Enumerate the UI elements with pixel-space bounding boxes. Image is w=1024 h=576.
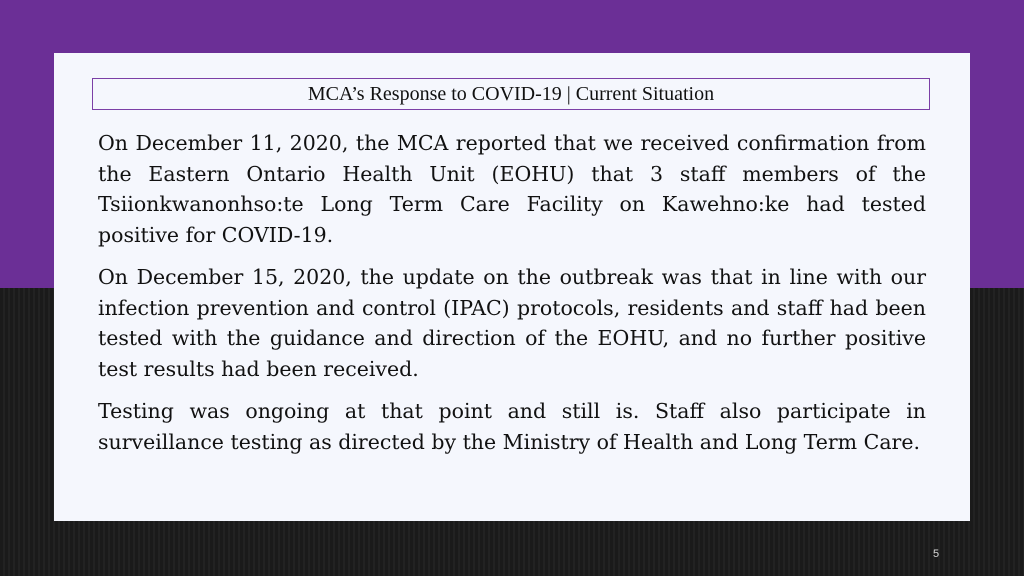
paragraph-2: On December 15, 2020, the update on the outbreak was that in line with our infection prevention and control (IPAC) protocols, residents and staff had been tested with the guidance and direction of the EOHU, and no further positive test results had been received. — [98, 265, 926, 381]
page-number: 5 — [932, 548, 940, 560]
slide-title: MCA’s Response to COVID-19 | Current Situation — [92, 78, 930, 110]
paragraph-3: Testing was ongoing at that point and still is. Staff also participate in surveillance testing as directed by the Ministry of Health and Long Term Care. — [98, 399, 926, 454]
slide-card — [54, 53, 970, 521]
paragraph-1: On December 11, 2020, the MCA reported that we received confirmation from the Eastern Ontario Health Unit (EOHU) that 3 staff members of the Tsiionkwanonhso:te Long Term Care Facility on Kawehno:ke had tested positive for COVID-19. — [98, 131, 926, 247]
slide-body — [98, 128, 926, 469]
